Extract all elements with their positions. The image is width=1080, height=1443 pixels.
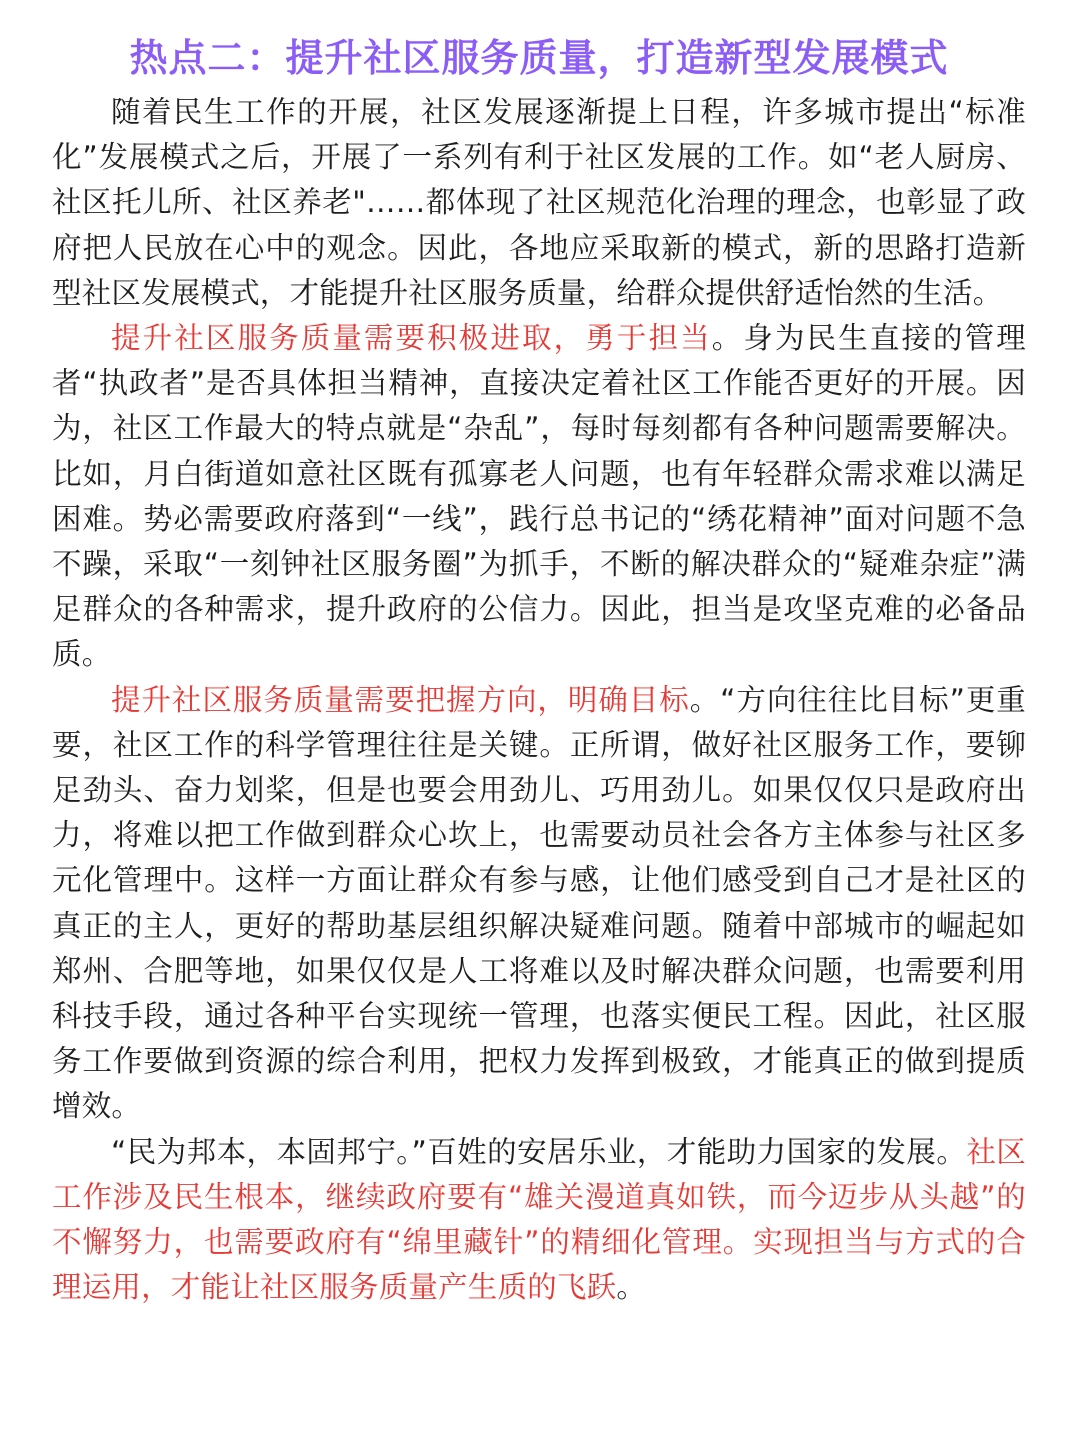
paragraph-intro xyxy=(52,90,1026,316)
paragraph-responsibility xyxy=(52,316,1026,678)
highlight-heading: 提升社区服务质量需要把握方向，明确目标 xyxy=(111,682,690,717)
highlight-conclusion: 社区工作涉及民生根本，继续政府要有“雄关漫道真如铁，而今迈步从头越”的不懈努力，也需要政府有“绵里藏针”的精细化管理。实现担当与方式的合理运用，才能让社区服务质量产生质的飞跃 xyxy=(52,1134,1026,1305)
paragraph-text: “民为邦本，本固邦宁。”百姓的安居乐业，才能助力国家的发展。 xyxy=(111,1134,967,1169)
paragraph-text: 。身为民生直接的管理者“执政者”是否具体担当精神，直接决定着社区工作能否更好的开展。因为，社区工作最大的特点就是“杂乱”，每时每刻都有各种问题需要解决。比如，月白街道如意社区既有孤寡老人问题，也有年轻群众需求难以满足困难。势必需要政府落到“一线”，践行总书记的“绣花精神”面对问题不急不躁，采取“一刻钟社区服务圈”为抓手，不断的解决群众的“疑难杂症”满足群众的各种需求，提升政府的公信力。因此，担当是攻坚克难的必备品质。 xyxy=(52,321,1026,672)
highlight-heading: 提升社区服务质量需要积极进取，勇于担当 xyxy=(111,321,712,356)
paragraph-text: 。“方向往往比目标”更重要，社区工作的科学管理往往是关键。正所谓，做好社区服务工作，要铆足劲头、奋力划桨，但是也要会用劲儿、巧用劲儿。如果仅仅只是政府出力，将难以把工作做到群众心坎上，也需要动员社会各方主体参与社区多元化管理中。这样一方面让群众有参与感，让他们感受到自己才是社区的真正的主人，更好的帮助基层组织解决疑难问题。随着中部城市的崛起如郑州、合肥等地，如果仅仅是人工将难以及时解决群众问题，也需要利用科技手段，通过各种平台实现统一管理，也落实便民工程。因此，社区服务工作要做到资源的综合利用，把权力发挥到极致，才能真正的做到提质增效。 xyxy=(52,682,1026,1124)
paragraph-tail: 。 xyxy=(616,1270,647,1305)
paragraph-conclusion xyxy=(52,1130,1026,1311)
article-body xyxy=(52,90,1026,1310)
paragraph-direction xyxy=(52,678,1026,1130)
paragraph-text: 随着民生工作的开展，社区发展逐渐提上日程，许多城市提出“标准化”发展模式之后，开展了一系列有利于社区发展的工作。如“老人厨房、社区托儿所、社区养老"……都体现了社区规范化治理的理念，也彰显了政府把人民放在心中的观念。因此，各地应采取新的模式，新的思路打造新型社区发展模式，才能提升社区服务质量，给群众提供舒适怡然的生活。 xyxy=(52,95,1026,310)
article-title: 热点二：提升社区服务质量，打造新型发展模式 xyxy=(129,36,949,80)
